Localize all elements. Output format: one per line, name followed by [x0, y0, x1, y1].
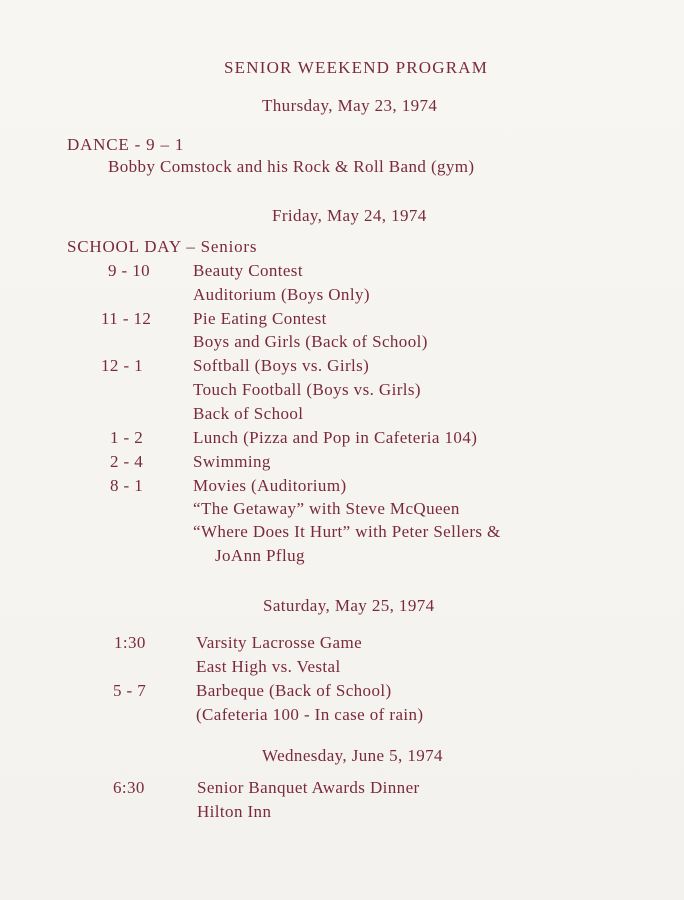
- date-friday: Friday, May 24, 1974: [272, 206, 427, 225]
- event-time: 12 - 1: [101, 356, 144, 375]
- event-line: Lunch (Pizza and Pop in Cafeteria 104): [193, 428, 478, 447]
- event-line: “The Getaway” with Steve McQueen: [193, 499, 460, 518]
- event-line: JoAnn Pflug: [215, 546, 305, 565]
- dance-detail: Bobby Comstock and his Rock & Roll Band (gym): [108, 157, 475, 176]
- event-line: Boys and Girls (Back of School): [193, 332, 428, 351]
- date-thursday: Thursday, May 23, 1974: [262, 96, 438, 115]
- event-line: Barbeque (Back of School): [196, 681, 392, 700]
- event-line: Movies (Auditorium): [193, 476, 347, 495]
- event-time: 1 - 2: [110, 428, 144, 447]
- event-line: Auditorium (Boys Only): [193, 285, 370, 304]
- date-wednesday: Wednesday, June 5, 1974: [262, 746, 443, 765]
- event-line: (Cafeteria 100 - In case of rain): [196, 705, 424, 724]
- event-time: 11 - 12: [101, 309, 152, 328]
- school-day-heading: SCHOOL DAY – Seniors: [67, 237, 258, 256]
- event-line: Pie Eating Contest: [193, 309, 327, 328]
- event-line: Hilton Inn: [197, 802, 272, 821]
- event-time: 6:30: [113, 778, 145, 797]
- date-saturday: Saturday, May 25, 1974: [263, 596, 435, 615]
- event-line: Beauty Contest: [193, 261, 303, 280]
- event-line: Back of School: [193, 404, 304, 423]
- dance-heading: DANCE - 9 – 1: [67, 135, 185, 154]
- event-line: Varsity Lacrosse Game: [196, 633, 363, 652]
- event-time: 1:30: [114, 633, 146, 652]
- event-time: 2 - 4: [110, 452, 144, 471]
- program-title: SENIOR WEEKEND PROGRAM: [224, 58, 489, 77]
- event-line: Senior Banquet Awards Dinner: [197, 778, 420, 797]
- event-line: Softball (Boys vs. Girls): [193, 356, 370, 375]
- event-line: “Where Does It Hurt” with Peter Sellers &: [193, 522, 501, 541]
- event-time: 5 - 7: [113, 681, 147, 700]
- event-line: East High vs. Vestal: [196, 657, 341, 676]
- event-line: Touch Football (Boys vs. Girls): [193, 380, 421, 399]
- event-time: 9 - 10: [108, 261, 151, 280]
- event-time: 8 - 1: [110, 476, 144, 495]
- event-line: Swimming: [193, 452, 271, 471]
